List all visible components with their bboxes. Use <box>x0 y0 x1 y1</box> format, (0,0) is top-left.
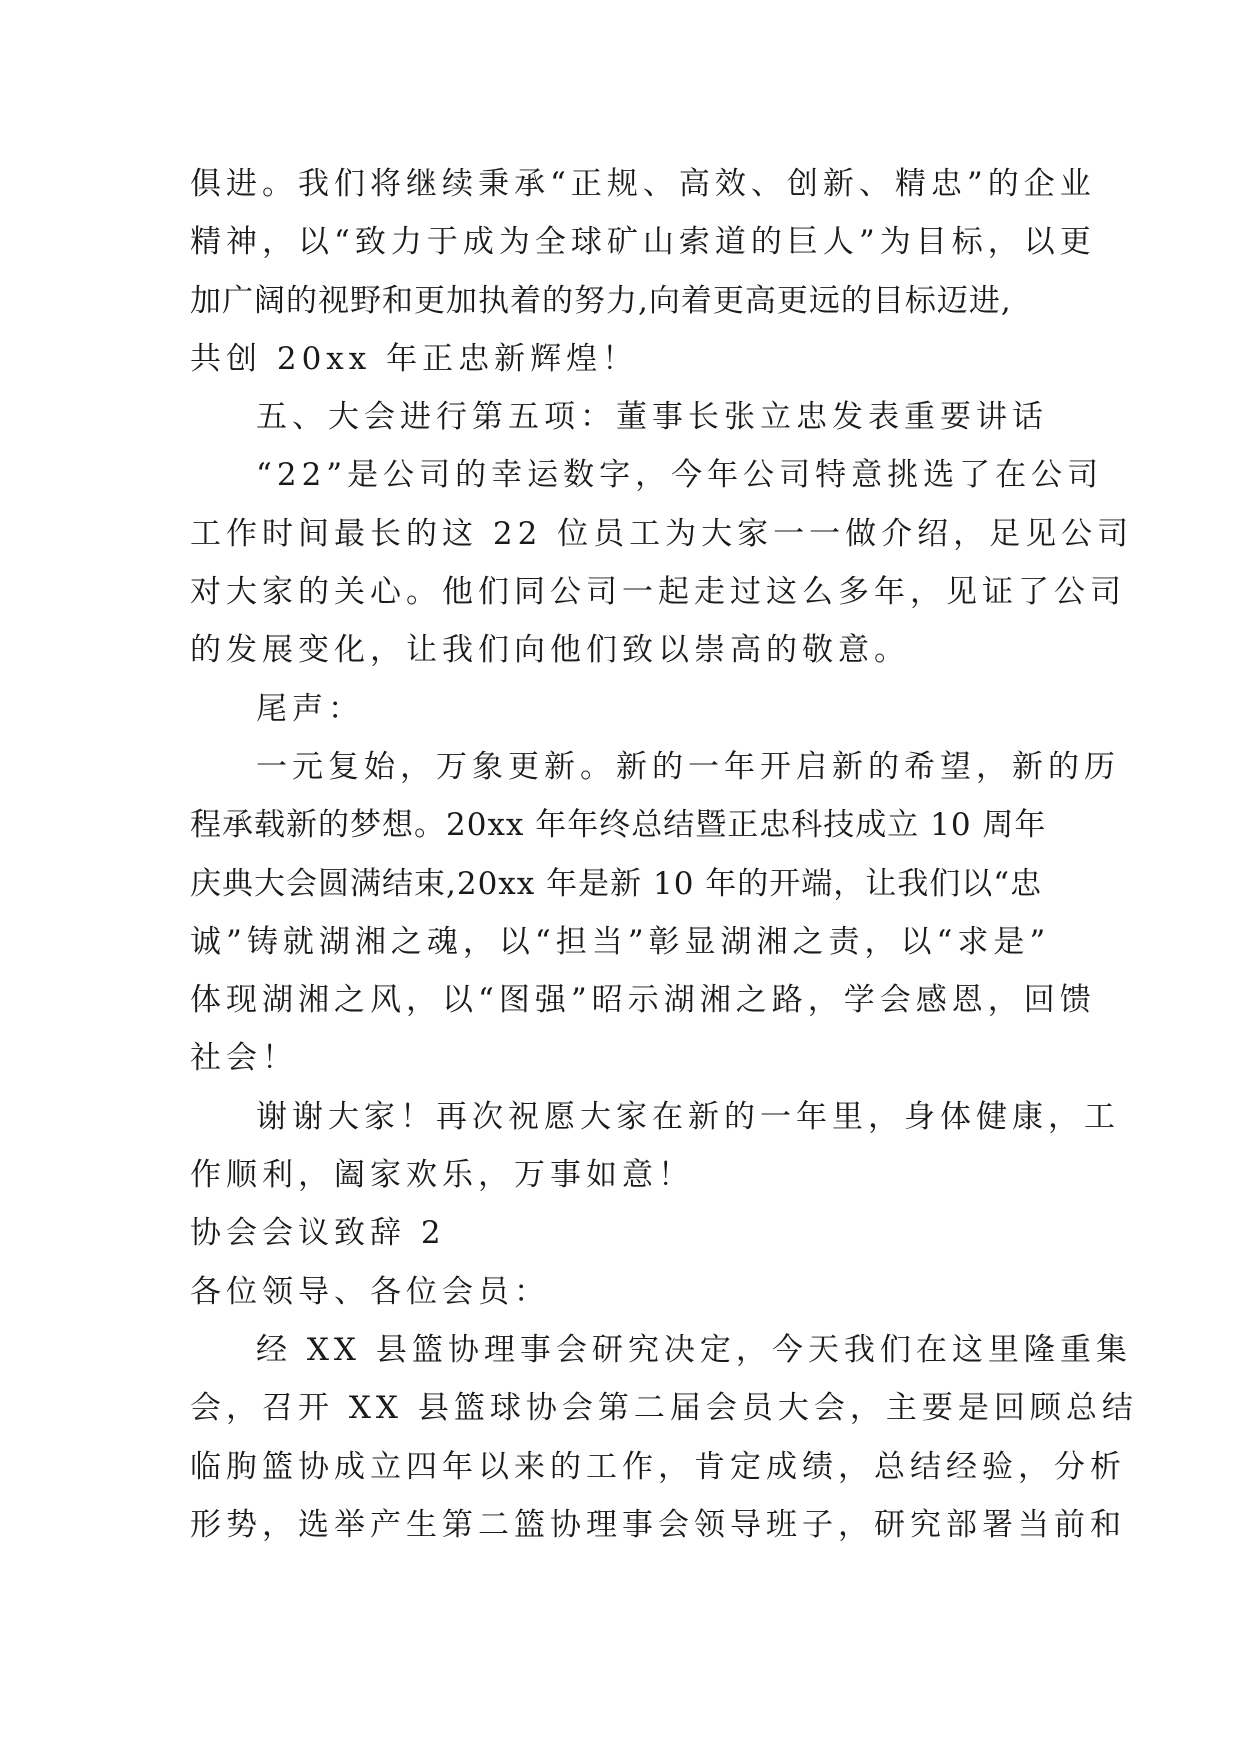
section-heading: 尾声： <box>256 690 364 727</box>
text-line: 庆典大会圆满结束,20xx 年是新 10 年的开端，让我们以“忠 <box>190 865 1043 902</box>
text-line: 的发展变化，让我们向他们致以崇高的敬意。 <box>190 632 910 669</box>
text-line: 临朐篮协成立四年以来的工作，肯定成绩，总结经验，分析 <box>190 1448 1126 1485</box>
document-body <box>190 155 1138 1554</box>
text-line: 一元复始，万象更新。新的一年开启新的希望，新的历 <box>256 748 1120 785</box>
text-line: 程承载新的梦想。20xx 年年终总结暨正忠科技成立 10 周年 <box>190 807 1047 844</box>
text-line: 会，召开 XX 县篮球协会第二届会员大会，主要是回顾总结 <box>190 1390 1138 1427</box>
text-line: 形势，选举产生第二篮协理事会领导班子，研究部署当前和 <box>190 1506 1126 1543</box>
text-line: 加广阔的视野和更加执着的努力,向着更高更远的目标迈进, <box>190 282 1012 319</box>
text-line: 精神，以“致力于成为全球矿山索道的巨人”为目标，以更 <box>190 224 1096 261</box>
text-line: 对大家的关心。他们同公司一起走过这么多年，见证了公司 <box>190 574 1126 611</box>
text-line: 共创 20xx 年正忠新辉煌！ <box>190 340 639 377</box>
text-line: 社会！ <box>190 1040 298 1077</box>
document-title: 协会会议致辞 2 <box>190 1215 446 1252</box>
text-line: 工作时间最长的这 22 位员工为大家一一做介绍，足见公司 <box>190 515 1134 552</box>
text-line: 诚”铸就湖湘之魂，以“担当”彰显湖湘之责，以“求是” <box>190 923 1051 960</box>
text-line: 俱进。我们将继续秉承“正规、高效、创新、精忠”的企业 <box>190 166 1096 202</box>
text-line: 谢谢大家！再次祝愿大家在新的一年里，身体健康，工 <box>256 1098 1120 1135</box>
text-line: 经 XX 县篮协理事会研究决定，今天我们在这里隆重集 <box>256 1331 1132 1368</box>
text-line: 作顺利，阖家欢乐，万事如意！ <box>190 1157 694 1194</box>
text-line: “22”是公司的幸运数字，今年公司特意挑选了在公司 <box>256 457 1104 494</box>
salutation: 各位领导、各位会员： <box>190 1273 550 1310</box>
text-line: 体现湖湘之风，以“图强”昭示湖湘之路，学会感恩，回馈 <box>190 982 1096 1019</box>
section-heading: 五、大会进行第五项：董事长张立忠发表重要讲话 <box>256 399 1048 436</box>
